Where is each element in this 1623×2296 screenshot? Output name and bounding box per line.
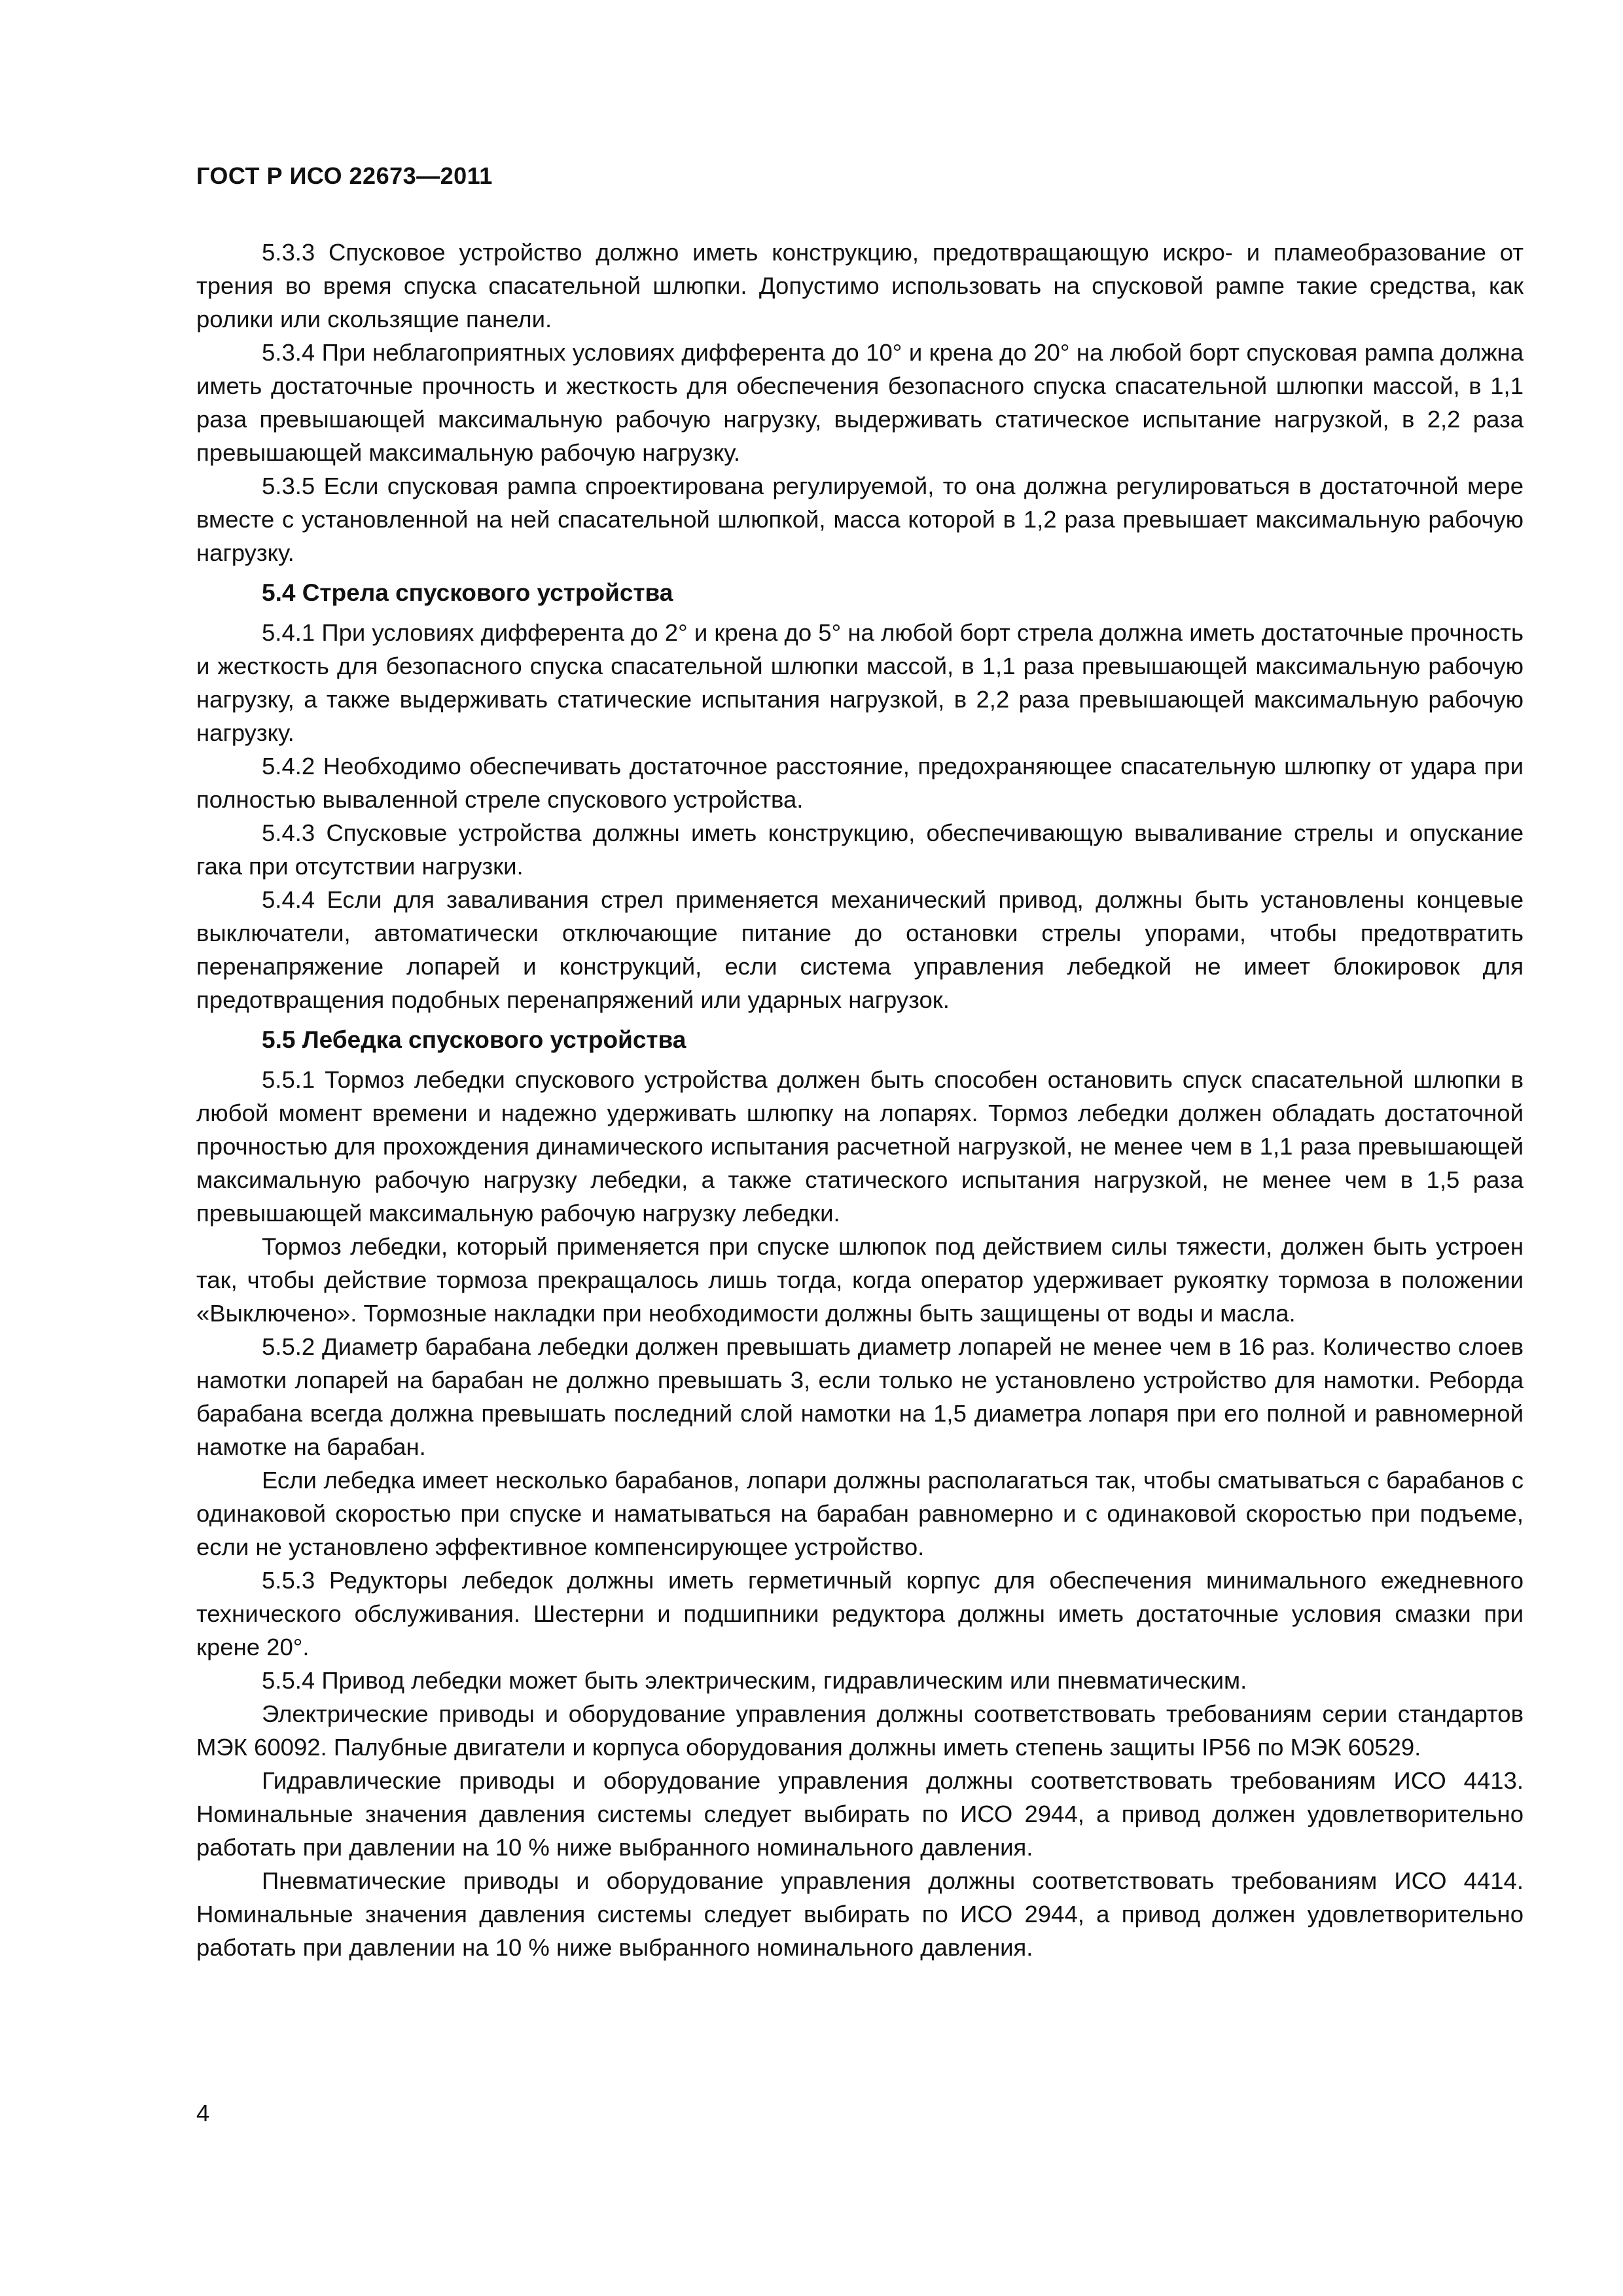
- paragraph-5-4-4: 5.4.4 Если для заваливания стрел применяется механический привод, должны быть установлены концевые выключатели, автоматически отключающие питание до остановки стрелы упорами, чтобы предотвратить перенапряжение лопарей и конструкций, если система управления лебедкой не имеет блокировок для предотвращения подобных перенапряжений или ударных нагрузок.: [196, 886, 1524, 1013]
- document-header: ГОСТ Р ИСО 22673—2011: [196, 162, 493, 189]
- paragraph-5-5-2: 5.5.2 Диаметр барабана лебедки должен превышать диаметр лопарей не менее чем в 16 раз. Количество слоев намотки лопарей на барабан не должно превышать 3, если только не установлено устройство для намотки. Реборда барабана всегда должна превышать последний слой намотки на 1,5 диаметра лопаря при его полной и равномерной намотке на барабан.: [196, 1333, 1524, 1460]
- paragraph-5-5-4-electric: Электрические приводы и оборудование управления должны соответствовать требованиям серии стандартов МЭК 60092. Палубные двигатели и корпуса оборудования должны иметь степень защиты IP56 по МЭК 60529.: [196, 1700, 1524, 1761]
- paragraph-5-5-4-hydraulic: Гидравлические приводы и оборудование управления должны соответствовать требованиям ИСО 4413. Номинальные значения давления системы следует выбирать по ИСО 2944, а привод должен удовлетворительно работать при давлении на 10 % ниже выбранного номинального давления.: [196, 1767, 1524, 1861]
- paragraph-5-4-1: 5.4.1 При условиях дифферента до 2° и крена до 5° на любой борт стрела должна иметь достаточные прочность и жесткость для безопасного спуска спасательной шлюпки массой, в 1,1 раза превышающей максимальную рабочую нагрузку, а также выдерживать статические испытания нагрузкой, в 2,2 раза превышающей максимальную рабочую нагрузку.: [196, 619, 1524, 746]
- page-number: 4: [196, 2100, 210, 2126]
- paragraph-5-3-5: 5.3.5 Если спусковая рампа спроектирована регулируемой, то она должна регулироваться в достаточной мере вместе с установленной на ней спасательной шлюпкой, масса которой в 1,2 раза превышает максимальную рабочую нагрузку.: [196, 473, 1524, 566]
- document-body: [196, 236, 1524, 1964]
- paragraph-5-5-1-continued: Тормоз лебедки, который применяется при спуске шлюпок под действием силы тяжести, должен быть устроен так, чтобы действие тормоза прекращалось лишь тогда, когда оператор удерживает рукоятку тормоза в положении «Выключено». Тормозные накладки при необходимости должны быть защищены от воды и масла.: [196, 1233, 1524, 1327]
- paragraph-5-4-2: 5.4.2 Необходимо обеспечивать достаточное расстояние, предохраняющее спасательную шлюпку от удара при полностью вываленной стреле спускового устройства.: [196, 753, 1524, 813]
- paragraph-5-5-2-continued: Если лебедка имеет несколько барабанов, лопари должны располагаться так, чтобы сматываться с барабанов с одинаковой скоростью при спуске и наматываться на барабан равномерно и с одинаковой скоростью при подъеме, если не установлено эффективное компенсирующее устройство.: [196, 1467, 1524, 1560]
- paragraph-5-5-3: 5.5.3 Редукторы лебедок должны иметь герметичный корпус для обеспечения минимального ежедневного технического обслуживания. Шестерни и подшипники редуктора должны иметь достаточные условия смазки при крене 20°.: [196, 1567, 1524, 1660]
- paragraph-5-3-4: 5.3.4 При неблагоприятных условиях дифферента до 10° и крена до 20° на любой борт спусковая рампа должна иметь достаточные прочность и жесткость для обеспечения безопасного спуска спасательной шлюпки массой, в 1,1 раза превышающей максимальную рабочую нагрузку, выдерживать статическое испытание нагрузкой, в 2,2 раза превышающей максимальную рабочую нагрузку.: [196, 339, 1524, 466]
- section-heading-5-4: 5.4 Стрела спускового устройства: [262, 579, 673, 606]
- section-heading-5-5: 5.5 Лебедка спускового устройства: [262, 1026, 687, 1053]
- paragraph-5-3-3: 5.3.3 Спусковое устройство должно иметь конструкцию, предотвращающую искро- и пламеобразование от трения во время спуска спасательной шлюпки. Допустимо использовать на спусковой рампе такие средства, как ролики или скользящие панели.: [196, 239, 1524, 332]
- paragraph-5-4-3: 5.4.3 Спусковые устройства должны иметь конструкцию, обеспечивающую вываливание стрелы и опускание гака при отсутствии нагрузки.: [196, 819, 1524, 880]
- paragraph-5-5-1: 5.5.1 Тормоз лебедки спускового устройства должен быть способен остановить спуск спасательной шлюпки в любой момент времени и надежно удерживать шлюпку на лопарях. Тормоз лебедки должен обладать достаточной прочностью для прохождения динамического испытания расчетной нагрузкой, не менее чем в 1,1 раза превышающей максимальную рабочую нагрузку лебедки, а также статического испытания нагрузкой, не менее чем в 1,5 раза превышающей максимальную рабочую нагрузку лебедки.: [196, 1066, 1524, 1227]
- paragraph-5-5-4-pneumatic: Пневматические приводы и оборудование управления должны соответствовать требованиям ИСО 4414. Номинальные значения давления системы следует выбирать по ИСО 2944, а привод должен удовлетворительно работать при давлении на 10 % ниже выбранного номинального давления.: [196, 1867, 1524, 1961]
- paragraph-5-5-4: 5.5.4 Привод лебедки может быть электрическим, гидравлическим или пневматическим.: [262, 1667, 1247, 1694]
